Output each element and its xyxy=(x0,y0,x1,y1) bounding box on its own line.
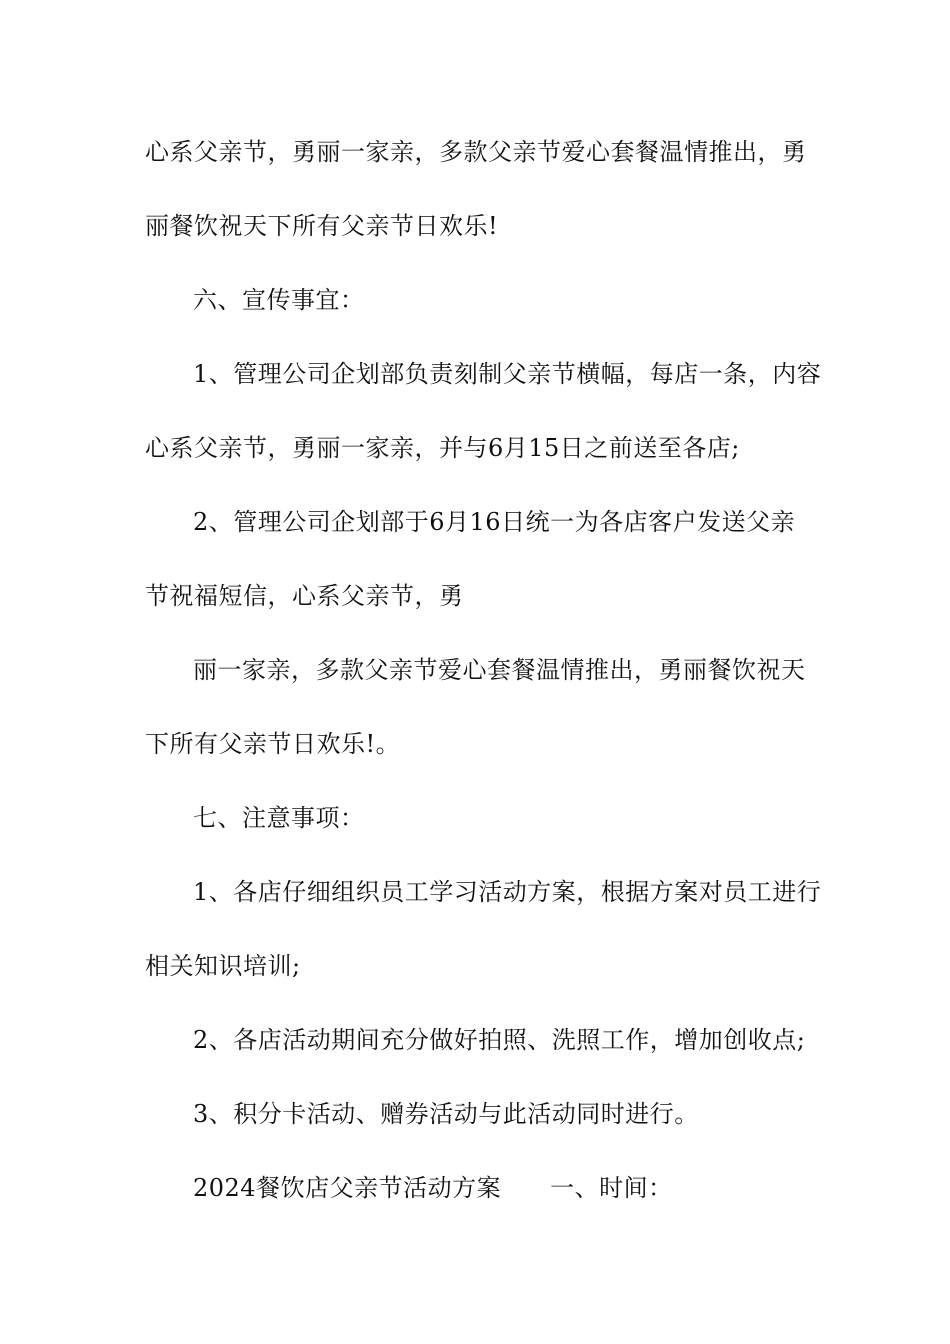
paragraph-line: 心系父亲节，勇丽一家亲，多款父亲节爱心套餐温情推出，勇 xyxy=(145,138,807,166)
paragraph-line: 节祝福短信，心系父亲节，勇 xyxy=(145,582,464,610)
paragraph-line: 相关知识培训; xyxy=(145,952,301,980)
document-title-line: 2024餐饮店父亲节活动方案 一、时间： xyxy=(193,1174,673,1202)
paragraph-line: 丽一家亲，多款父亲节爱心套餐温情推出，勇丽餐饮祝天 xyxy=(193,656,806,684)
paragraph-line: 3、积分卡活动、赠券活动与此活动同时进行。 xyxy=(193,1100,699,1128)
paragraph-line: 下所有父亲节日欢乐!。 xyxy=(145,730,401,758)
paragraph-line: 2、各店活动期间充分做好拍照、洗照工作，增加创收点; xyxy=(193,1026,806,1054)
section-heading-publicity: 六、宣传事宜： xyxy=(193,286,365,314)
paragraph-line: 1、各店仔细组织员工学习活动方案，根据方案对员工进行 xyxy=(193,878,822,906)
paragraph-line: 心系父亲节，勇丽一家亲，并与6月15日之前送至各店; xyxy=(145,434,740,462)
paragraph-line: 2、管理公司企划部于6月16日统一为各店客户发送父亲 xyxy=(193,508,796,536)
paragraph-line: 1、管理公司企划部负责刻制父亲节横幅，每店一条，内容 xyxy=(193,360,822,388)
section-heading-notes: 七、注意事项： xyxy=(193,804,365,832)
paragraph-line: 丽餐饮祝天下所有父亲节日欢乐! xyxy=(145,212,499,240)
